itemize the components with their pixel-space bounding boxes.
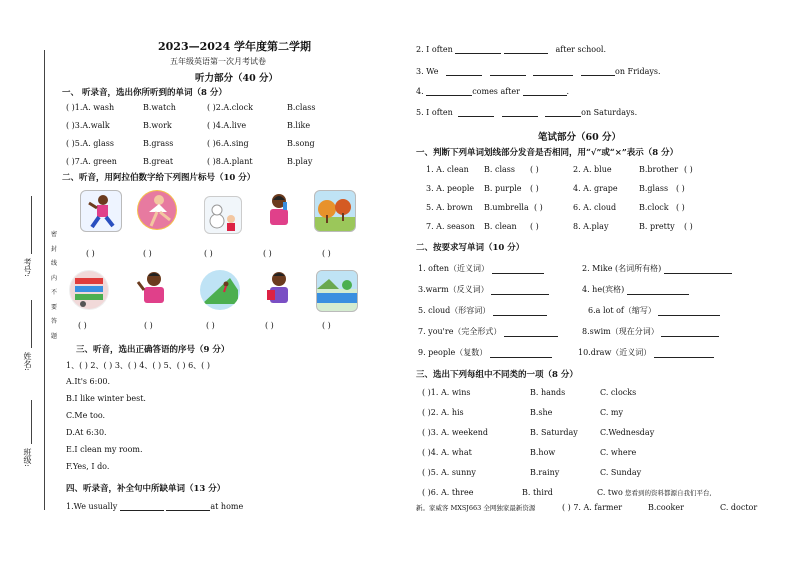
w3-r3-b: B. Saturday	[530, 428, 578, 437]
part1-q4b: B.like	[287, 121, 311, 130]
p2-blank-4: ( )	[263, 249, 272, 258]
w1-r3-1: 5. A. brown	[426, 203, 473, 212]
part3-option-b: B.I like winter best.	[66, 394, 146, 403]
w1-r4-4: 8. A.play	[573, 222, 609, 231]
part1-q3a: ( )3.A.walk	[66, 121, 110, 130]
hiking-picture	[200, 270, 240, 310]
boy-reading-picture	[259, 268, 299, 308]
answer-blank[interactable]	[664, 264, 732, 274]
part4-q1: 1.We usually at home	[66, 502, 244, 511]
part3-option-e: E.I clean my room.	[66, 445, 143, 454]
part1-q7b: B.great	[143, 157, 174, 166]
name-label: 姓名:	[23, 352, 32, 371]
part4-q5: 5. I often on Saturdays.	[416, 108, 638, 117]
answer-blank[interactable]	[490, 348, 552, 358]
w1-r3-6[interactable]: ( )	[676, 203, 685, 212]
part1-q2b: B.class	[287, 103, 316, 112]
part1-q8b: B.play	[287, 157, 313, 166]
w3-r7-a: ( ) 7. A. farmer	[562, 503, 623, 512]
w3-r1-a: ( )1. A. wins	[422, 388, 471, 397]
part4-q4: 4. comes after .	[416, 87, 570, 96]
part1-q6b: B.song	[287, 139, 315, 148]
w3-r5-b: B.rainy	[530, 468, 560, 477]
w3-r5-a: ( )5. A. sunny	[422, 468, 476, 477]
part3-option-c: C.Me too.	[66, 411, 106, 420]
autumn-trees-picture	[314, 190, 356, 232]
page-title: 2023—2024 学年度第二学期	[158, 40, 312, 53]
exam-no-line	[31, 196, 32, 254]
part1-q1a: ( )1.A. wash	[66, 103, 115, 112]
p2-blank-5: ( )	[322, 249, 331, 258]
written-title: 笔试部分（60 分）	[538, 132, 622, 143]
p2-blank-8: ( )	[206, 321, 215, 330]
w2-item-4: 4. he(宾格)	[582, 284, 689, 295]
w3-title: 三、选出下列每组中不同类的一项（8 分）	[416, 370, 578, 380]
w2-item-9: 9. people（复数）	[418, 347, 552, 358]
binding-line	[44, 50, 45, 510]
answer-blank[interactable]	[654, 348, 714, 358]
w1-r4-3[interactable]: ( )	[530, 222, 539, 231]
w3-r6-a: ( )6. A. three	[422, 488, 474, 497]
part1-q8a: ( )8.A.plant	[207, 157, 253, 166]
answer-blank[interactable]	[658, 306, 720, 316]
watermark-line-1: 您看到的资料都源自我们平台,	[625, 489, 712, 497]
w3-r4-c: C. where	[600, 448, 637, 457]
answer-blank[interactable]	[627, 285, 689, 295]
w2-item-1: 1. often（近义词）	[418, 263, 544, 274]
answer-blank[interactable]	[492, 264, 544, 274]
answer-blank[interactable]	[545, 107, 581, 117]
w1-r2-3[interactable]: ( )	[530, 184, 539, 193]
part3-option-d: D.At 6:30.	[66, 428, 107, 437]
w2-item-10: 10.draw（近义词）	[578, 347, 714, 358]
page-subtitle: 五年级英语第一次月考试卷	[170, 57, 266, 66]
w1-r1-1: 1. A. clean	[426, 165, 469, 174]
w2-item-5: 5. cloud（形容词）	[418, 305, 547, 316]
w1-title: 一、判断下列单词划线部分发音是否相同，用“√”或“×”表示（8 分）	[416, 148, 679, 158]
w1-r2-4: 4. A. grape	[573, 184, 618, 193]
w2-title: 二、按要求写单词（10 分）	[416, 243, 525, 253]
answer-blank[interactable]	[446, 66, 482, 76]
w3-r5-c: C. Sunday	[600, 468, 642, 477]
answer-blank[interactable]	[504, 327, 558, 337]
w1-r4-1: 7. A. season	[426, 222, 475, 231]
seal-text: 密 封 线 内 不 要 答 题	[51, 231, 58, 340]
w3-r4-b: B.how	[530, 448, 556, 457]
running-boy-picture	[80, 190, 122, 232]
w3-r6-c: C. two	[597, 488, 623, 497]
w1-r3-4: 6. A. cloud	[573, 203, 617, 212]
lake-landscape-picture	[316, 270, 358, 312]
name-line	[31, 300, 32, 348]
answer-blank[interactable]	[533, 66, 573, 76]
w2-item-2: 2. Mike (名词所有格)	[582, 263, 732, 274]
p2-blank-2: ( )	[143, 249, 152, 258]
part2-title: 二、听音，用阿拉伯数字给下列图片标号（10 分）	[62, 173, 256, 183]
shopping-picture	[69, 270, 109, 310]
p2-blank-7: ( )	[144, 321, 153, 330]
w1-r1-5: B.brother	[639, 165, 679, 174]
answer-blank[interactable]	[523, 86, 567, 96]
w1-r3-2: B.umbrella	[484, 203, 529, 212]
w1-r3-5: B.clock	[639, 203, 669, 212]
w1-r1-6[interactable]: ( )	[684, 165, 693, 174]
part1-q3b: B.work	[143, 121, 172, 130]
p2-blank-9: ( )	[265, 321, 274, 330]
p2-blank-3: ( )	[204, 249, 213, 258]
answer-blank[interactable]	[502, 107, 538, 117]
w1-r4-5: B. pretty	[639, 222, 675, 231]
answer-blank[interactable]	[458, 107, 494, 117]
part1-q1b: B.watch	[143, 103, 176, 112]
w1-r2-6[interactable]: ( )	[676, 184, 685, 193]
w3-r7-c: C. doctor	[720, 503, 758, 512]
answer-blank[interactable]	[455, 44, 501, 54]
w3-r1-b: B. hands	[530, 388, 566, 397]
w1-r3-3[interactable]: ( )	[534, 203, 543, 212]
answer-blank[interactable]	[166, 501, 210, 511]
ballet-girl-picture	[137, 190, 177, 230]
part1-q5a: ( )5.A. glass	[66, 139, 114, 148]
w3-r4-a: ( )4. A. what	[422, 448, 472, 457]
answer-blank[interactable]	[504, 44, 548, 54]
answer-blank[interactable]	[581, 66, 615, 76]
part4-title: 四、听录音，补全句中所缺单词（13 分）	[66, 484, 226, 494]
w2-item-7: 7. you're（完全形式）	[418, 326, 558, 337]
class-label: 班级:	[23, 448, 32, 467]
class-line	[31, 400, 32, 444]
p2-blank-6: ( )	[78, 321, 87, 330]
part3-title: 三、听音，选出正确答语的序号（9 分）	[76, 345, 230, 355]
w1-r2-1: 3. A. people	[426, 184, 475, 193]
w3-r1-c: C. clocks	[600, 388, 637, 397]
listening-title: 听力部分（40 分）	[195, 73, 279, 84]
snowman-picture	[204, 196, 242, 234]
w1-r2-2: B. purple	[484, 184, 522, 193]
part1-q4a: ( )4.A.live	[207, 121, 247, 130]
answer-blank[interactable]	[490, 66, 526, 76]
answer-blank[interactable]	[493, 306, 547, 316]
part1-q7a: ( )7.A. green	[66, 157, 117, 166]
w2-item-3: 3.warm（反义词）	[418, 284, 549, 295]
w3-r2-b: B.she	[530, 408, 553, 417]
w2-item-8: 8.swim（现在分词）	[582, 326, 719, 337]
boy-eating-picture	[259, 190, 299, 230]
w1-r1-4: 2. A. blue	[573, 165, 612, 174]
p2-blank-10: ( )	[322, 321, 331, 330]
part4-q3: 3. We on Fridays.	[416, 67, 661, 76]
answer-blank[interactable]	[491, 285, 549, 295]
w3-r3-c: C.Wednesday	[600, 428, 655, 437]
part3-numbering: 1、( ) 2、( ) 3、( ) 4、( ) 5、( ) 6、( )	[66, 361, 210, 370]
answer-blank[interactable]	[426, 86, 472, 96]
w3-r3-a: ( )3. A. weekend	[422, 428, 488, 437]
w3-r2-c: C. my	[600, 408, 624, 417]
w2-item-6: 6.a lot of（缩写）	[588, 305, 720, 316]
watermark-line-2: 新。家威客 MXSJ663 全网独家最新资源	[416, 504, 536, 512]
part3-option-f: F.Yes, I do.	[66, 462, 110, 471]
part1-q2a: ( )2.A.clock	[207, 103, 253, 112]
part1-q5b: B.grass	[143, 139, 174, 148]
boy-sleeping-picture	[134, 268, 174, 308]
part1-title: 一、 听录音，选出你所听到的单词（8 分）	[62, 88, 227, 98]
p2-blank-1: ( )	[86, 249, 95, 258]
part1-q6a: ( )6.A.sing	[207, 139, 249, 148]
w3-r7-b: B.cooker	[648, 503, 684, 512]
w1-r4-6[interactable]: ( )	[684, 222, 693, 231]
w1-r2-5: B.glass	[639, 184, 669, 193]
w1-r1-2: B. class	[484, 165, 515, 174]
w1-r1-3[interactable]: ( )	[530, 165, 539, 174]
part3-option-a: A.It's 6:00.	[66, 377, 111, 386]
answer-blank[interactable]	[661, 327, 719, 337]
w3-r2-a: ( )2. A. his	[422, 408, 464, 417]
exam-no-label: 考号:	[23, 258, 32, 277]
w3-r6-b: B. third	[522, 488, 553, 497]
answer-blank[interactable]	[120, 501, 164, 511]
part4-q2: 2. I often after school.	[416, 45, 607, 54]
w1-r4-2: B. clean	[484, 222, 517, 231]
